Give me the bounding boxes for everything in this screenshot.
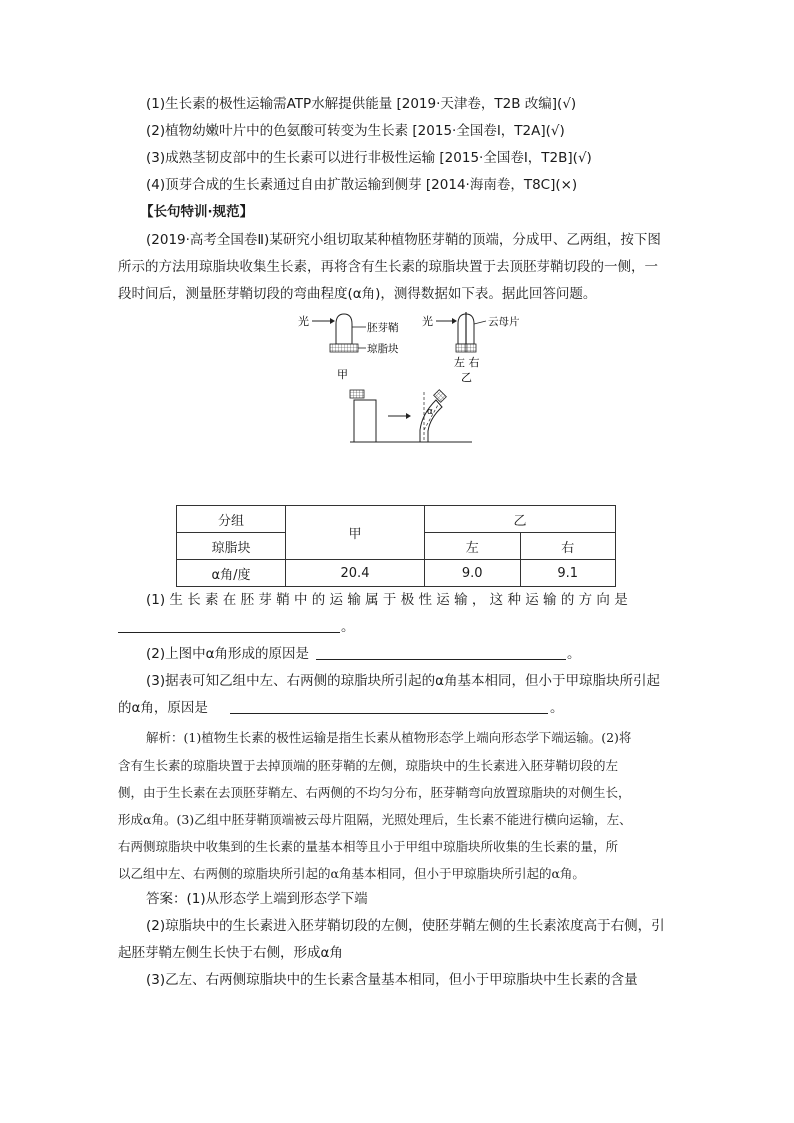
answer-blank-3 <box>230 713 548 714</box>
group-b-setup <box>422 312 520 384</box>
statement-2: (2)植物幼嫩叶片中的色氨酸可转变为生长素 [2015·全国卷Ⅰ，T2A](√) <box>146 123 565 139</box>
coleoptile-label: 胚芽鞘 <box>367 322 399 334</box>
explanation-line-2: 含有生长素的琼脂块置于去掉顶端的胚芽鞘的左侧，琼脂块中的生长素进入胚芽鞘切段的左 <box>118 758 619 773</box>
value-right: 9.1 <box>520 560 616 587</box>
explanation-line-6: 以乙组中左、右两侧的琼脂块所引起的α角基本相同，但小于甲琼脂块所引起的α角。 <box>118 866 585 881</box>
section-title: 【长句特训·规范】 <box>140 204 254 220</box>
agar-label: 琼脂块 <box>367 343 399 355</box>
coleoptile-tip-a <box>336 314 352 344</box>
statement-4: (4)顶芽合成的生长素通过自由扩散运输到侧芽 [2014·海南卷，T8C](×) <box>146 177 578 193</box>
header-alpha: α角/度 <box>177 560 286 587</box>
light-label-a: 光 <box>298 315 309 328</box>
light-arrowhead-b <box>452 318 457 324</box>
agar-block-b-left <box>456 344 466 352</box>
agar-block-b-right <box>466 344 476 352</box>
header-agar: 琼脂块 <box>177 533 286 560</box>
explanation-line-3: 侧，由于生长素在去顶胚芽鞘左、右两侧的不均匀分布，胚芽鞘弯向放置琼脂块的对侧生长， <box>118 785 631 800</box>
answer-line-2: (2)琼脂块中的生长素进入胚芽鞘切段的左侧，使胚芽鞘左侧的生长素浓度高于右侧，引 <box>146 918 665 934</box>
answer-line-4: (3)乙左、右两侧琼脂块中的生长素含量基本相同，但小于甲琼脂块中生长素的含量 <box>146 972 638 988</box>
group-a-label: 甲 <box>337 368 348 381</box>
answer-line-3: 起胚芽鞘左侧生长快于右侧，形成α角 <box>118 945 343 961</box>
question-2-end: 。 <box>567 646 581 662</box>
value-group-a: 20.4 <box>286 560 425 587</box>
alpha-label: α <box>427 407 433 417</box>
mica-leader <box>474 321 486 324</box>
decapitated-coleoptile <box>354 400 376 442</box>
question-1: (1) 生 长 素 在 胚 芽 鞘 中 的 运 输 属 于 极 性 运 输 ， 这 种 运 输 的 方 向 是 <box>146 592 628 608</box>
mica-label: 云母片 <box>488 316 520 328</box>
header-left: 左 <box>425 533 521 560</box>
statement-3: (3)成熟茎韧皮部中的生长素可以进行非极性运输 [2015·全国卷Ⅰ，T2B](√) <box>146 150 592 166</box>
question-2: (2)上图中α角形成的原因是 <box>146 646 310 662</box>
group-b-label: 乙 <box>461 371 472 384</box>
agar-block-on-stem <box>350 390 364 398</box>
answer-blank-2 <box>316 659 566 660</box>
light-arrowhead-a <box>330 318 335 324</box>
answer-line-1: 答案：(1)从形态学上端到形态学下端 <box>146 891 368 907</box>
agar-block-a <box>330 344 358 352</box>
question-3-line-1: (3)据表可知乙组中左、右两侧的琼脂块所引起的α角基本相同，但小于甲琼脂块所引起 <box>146 673 661 689</box>
experiment-figure <box>290 308 520 448</box>
intro-line-1: (2019·高考全国卷Ⅱ)某研究小组切取某种植物胚芽鞘的顶端，分成甲、乙两组，按下图 <box>146 232 661 248</box>
light-label-b: 光 <box>422 315 433 328</box>
explanation-line-1: 解析：(1)植物生长素的极性运输是指生长素从植物形态学上端向形态学下端运输。(2)将 <box>146 730 632 745</box>
value-left: 9.0 <box>425 560 521 587</box>
answer-blank-1 <box>118 632 340 633</box>
group-a-setup <box>298 314 399 381</box>
header-right: 右 <box>520 533 616 560</box>
intro-line-2: 所示的方法用琼脂块收集生长素，再将含有生长素的琼脂块置于去顶胚芽鞘切段的一侧，一 <box>118 259 658 275</box>
header-group: 分组 <box>177 506 286 533</box>
bending-diagram <box>350 390 472 442</box>
intro-line-3: 段时间后，测量胚芽鞘切段的弯曲程度(α角)，测得数据如下表。据此回答问题。 <box>118 286 597 302</box>
left-right-label: 左 右 <box>454 356 480 369</box>
data-table <box>176 505 616 587</box>
question-3-line-2: 的α角，原因是 <box>118 700 208 716</box>
question-3-end: 。 <box>550 700 564 716</box>
header-group-b: 乙 <box>425 506 616 533</box>
process-arrowhead <box>406 413 411 419</box>
statement-1: (1)生长素的极性运输需ATP水解提供能量 [2019·天津卷，T2B 改编](√) <box>146 96 577 112</box>
explanation-line-5: 右两侧琼脂块中收集到的生长素的量基本相等且小于甲组中琼脂块所收集的生长素的量，所 <box>118 839 619 854</box>
question-1-end: 。 <box>341 619 355 635</box>
explanation-line-4: 形成α角。(3)乙组中胚芽鞘顶端被云母片阻隔，光照处理后，生长素不能进行横向运输，左、 <box>118 812 632 827</box>
header-group-a: 甲 <box>286 506 425 560</box>
